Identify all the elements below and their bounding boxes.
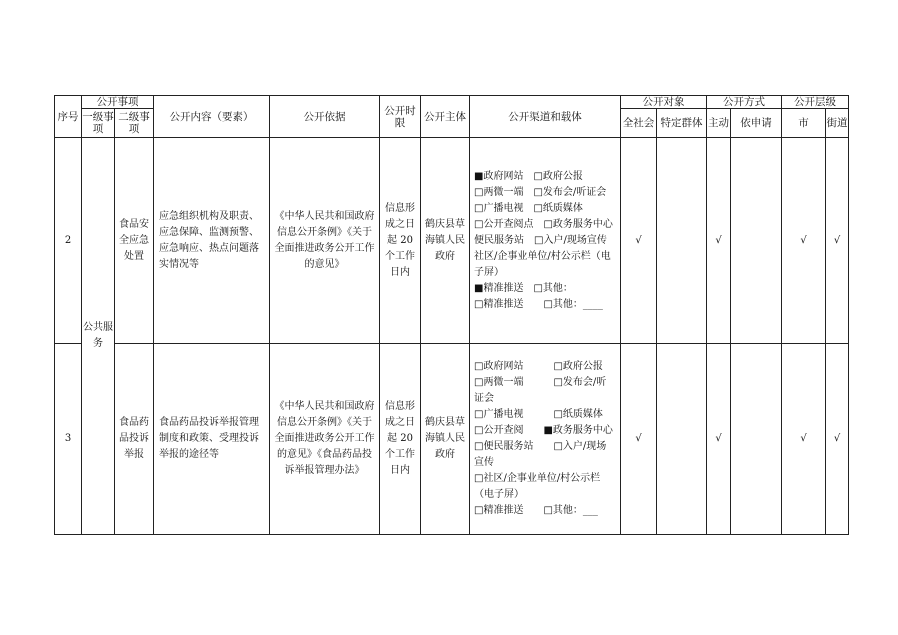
city-cell: √ (782, 138, 826, 344)
time-limit-header: 公开时限 (380, 96, 421, 138)
channel-line: □便民服务站 □入户/现场宣传 (474, 441, 607, 468)
channel-line: □两微一端 □发布会/听证会 (474, 186, 607, 198)
street-cell: √ (826, 344, 849, 535)
seq-header: 序号 (55, 96, 82, 138)
on-request-cell (731, 344, 782, 535)
channel-line: □社区/企事业单位/村公示栏（电子屏） (474, 473, 601, 500)
method-group-header: 公开方式 (707, 96, 782, 109)
channel-line: □精准推送 □其他：____ (474, 298, 603, 310)
street-cell: √ (826, 138, 849, 344)
channels-cell (470, 138, 627, 344)
all-society-cell: √ (621, 138, 657, 344)
city-cell: √ (782, 344, 826, 535)
seq-cell: 2 (55, 138, 82, 344)
level1-header: 一级事项 (82, 109, 115, 138)
subject-cell: 鹤庆县草海镇人民政府 (421, 138, 470, 344)
channels-header: 公开渠道和载体 (470, 96, 621, 138)
level2-cell: 食品安全应急处置 (115, 138, 154, 344)
on-request-cell (731, 138, 782, 344)
subject-cell: 鹤庆县草海镇人民政府 (421, 344, 470, 535)
basis-header: 公开依据 (270, 96, 380, 138)
specific-group-cell (657, 344, 707, 535)
channel-line: □两微一端 □发布会/听证会 (474, 377, 607, 404)
content-cell: 应急组织机构及职责、应急保障、监测预警、应急响应、热点问题落实情况等 (154, 138, 270, 344)
table-row (55, 344, 849, 535)
level2-header: 二级事项 (115, 109, 154, 138)
disclosure-table (54, 95, 849, 535)
channel-line: □公开查阅 ■政务服务中心 (474, 425, 613, 436)
header-row-1 (55, 96, 849, 109)
time-limit-cell: 信息形成之日起 20 个工作日内 (380, 138, 421, 344)
channel-line: □广播电视 □纸质媒体 (474, 409, 603, 420)
level-group-header: 公开层级 (782, 96, 849, 109)
active-cell: √ (707, 138, 731, 344)
on-request-header: 依申请 (731, 109, 782, 138)
all-society-header: 全社会 (621, 109, 657, 138)
active-header: 主动 (707, 109, 731, 138)
audience-group-header: 公开对象 (621, 96, 707, 109)
time-limit-cell: 信息形成之日起 20 个工作日内 (380, 344, 421, 535)
specific-group-cell (657, 138, 707, 344)
channel-line: □公开查阅点 □政务服务中心 便民服务站 □入户/现场宣传 社区/企事业单位/村公示栏（电子屏） (474, 218, 627, 278)
specific-group-header: 特定群体 (657, 109, 707, 138)
all-society-cell: √ (621, 344, 657, 535)
channel-line: ■精准推送 □其他： (474, 282, 573, 294)
subject-header: 公开主体 (421, 96, 470, 138)
content-cell: 食品药品投诉举报管理制度和政策、受理投诉举报的途径等 (154, 344, 270, 535)
table-row (55, 138, 849, 344)
channel-line: □精准推送 □其他：___ (474, 505, 598, 516)
channels-cell (470, 344, 621, 535)
street-header: 街道 (826, 109, 849, 138)
city-header: 市 (782, 109, 826, 138)
level1-cell: 公共服务 (82, 138, 115, 535)
channel-line: ■政府网站 □政府公报 (474, 170, 583, 182)
channel-line: □政府网站 □政府公报 (474, 361, 603, 372)
basis-cell: 《中华人民共和国政府信息公开条例》《关于全面推进政务公开工作的意见》 (270, 138, 380, 344)
active-cell: √ (707, 344, 731, 535)
items-group-header: 公开事项 (82, 96, 154, 109)
channel-line: □广播电视 □纸质媒体 (474, 202, 583, 214)
content-header: 公开内容（要素） (154, 96, 270, 138)
basis-cell: 《中华人民共和国政府信息公开条例》《关于全面推进政务公开工作的意见》《食品药品投诉举报管理办法》 (270, 344, 380, 535)
level2-cell: 食品药品投诉举报 (115, 344, 154, 535)
seq-cell: 3 (55, 344, 82, 535)
